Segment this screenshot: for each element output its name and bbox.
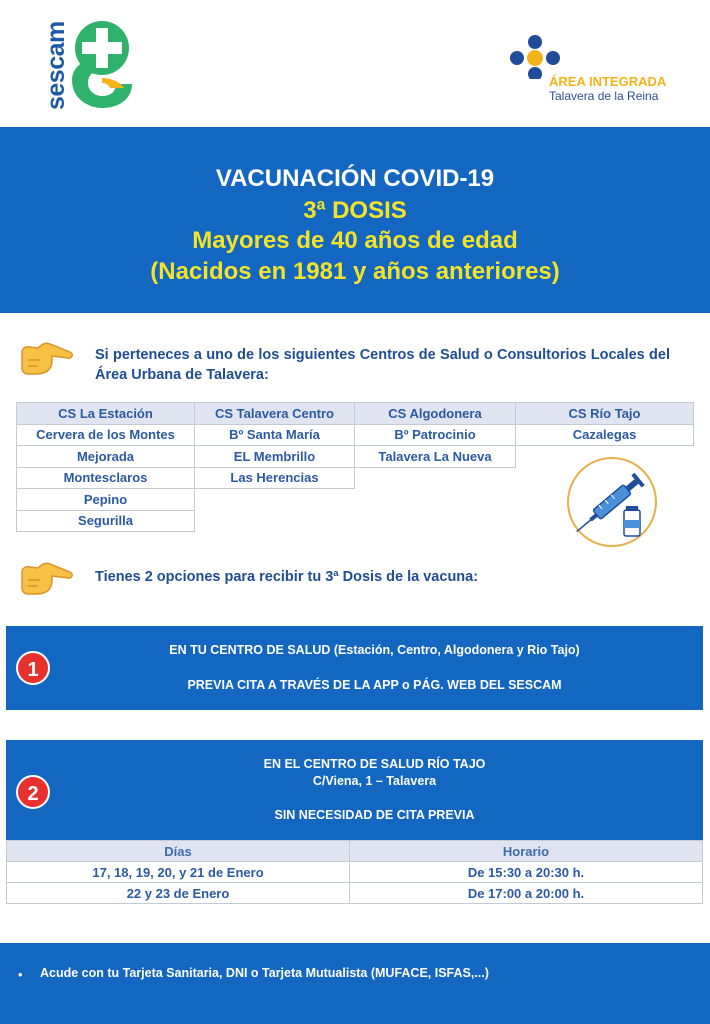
table-row bbox=[17, 403, 694, 425]
vaccine-syringe-icon bbox=[562, 452, 662, 552]
schedule-table bbox=[6, 840, 703, 904]
table-cell-empty bbox=[195, 510, 355, 532]
table-cell-empty bbox=[355, 467, 516, 489]
option-1-location: EN TU CENTRO DE SALUD (Estación, Centro, Algodonera y Rio Tajo) bbox=[169, 643, 580, 657]
table-cell: Segurilla bbox=[17, 510, 195, 532]
table-row bbox=[7, 841, 703, 862]
table-row bbox=[17, 424, 694, 446]
table-cell: Montesclaros bbox=[17, 467, 195, 489]
schedule-days: 17, 18, 19, 20, y 21 de Enero bbox=[7, 862, 350, 883]
banner-title: VACUNACIÓN COVID-19 bbox=[215, 165, 495, 192]
option-2-location: EN EL CENTRO DE SALUD RÍO TAJO bbox=[263, 757, 486, 771]
option-1-box bbox=[6, 626, 703, 710]
option-2-no-appointment: SIN NECESIDAD DE CITA PREVIA bbox=[274, 808, 475, 822]
table-cell: Bº Patrocinio bbox=[355, 424, 516, 446]
intro-text: Si perteneces a uno de los siguientes Centros de Salud o Consultorios Locales del Área Urbana de Talavera: bbox=[95, 347, 670, 383]
table-row bbox=[7, 862, 703, 883]
table-cell: Las Herencias bbox=[195, 467, 355, 489]
option-1-appointment: PREVIA CITA A TRAVÉS DE LA APP o PÁG. WEB DEL SESCAM bbox=[187, 678, 562, 692]
table-cell-empty bbox=[355, 489, 516, 511]
table-cell: Talavera La Nueva bbox=[355, 446, 516, 468]
center-header: CS Talavera Centro bbox=[195, 403, 355, 425]
schedule-hours: De 17:00 a 20:00 h. bbox=[350, 883, 703, 904]
option-number-badge: 1 bbox=[16, 651, 50, 685]
schedule-hours: De 15:30 a 20:30 h. bbox=[350, 862, 703, 883]
banner-dose: 3ª DOSIS bbox=[303, 197, 407, 224]
table-cell: Bº Santa María bbox=[195, 424, 355, 446]
schedule-header-hours: Horario bbox=[350, 841, 703, 862]
option-number-badge: 2 bbox=[16, 775, 50, 809]
table-cell: Cazalegas bbox=[516, 424, 694, 446]
title-banner bbox=[0, 127, 710, 313]
table-cell: EL Membrillo bbox=[195, 446, 355, 468]
sescam-wordmark: sescam bbox=[42, 21, 70, 110]
option-2-box bbox=[6, 740, 703, 840]
banner-age: Mayores de 40 años de edad bbox=[192, 227, 518, 254]
schedule-header-days: Días bbox=[7, 841, 350, 862]
center-header: CS La Estación bbox=[17, 403, 195, 425]
schedule-days: 22 y 23 de Enero bbox=[7, 883, 350, 904]
footer bbox=[0, 943, 710, 1024]
footer-note: Acude con tu Tarjeta Sanitaria, DNI o Tarjeta Mutualista (MUFACE, ISFAS,...) bbox=[40, 966, 489, 980]
table-cell: Cervera de los Montes bbox=[17, 424, 195, 446]
center-header: CS Río Tajo bbox=[516, 403, 694, 425]
table-cell-empty bbox=[355, 510, 516, 532]
center-header: CS Algodonera bbox=[355, 403, 516, 425]
area-integrada-logo bbox=[505, 34, 685, 109]
area-integrada-subtitle: Talavera de la Reina bbox=[549, 89, 659, 103]
option-2-address: C/Viena, 1 – Talavera bbox=[312, 774, 437, 788]
bullet: • bbox=[18, 967, 23, 982]
table-row bbox=[7, 883, 703, 904]
header bbox=[0, 0, 710, 127]
pointing-hand-icon bbox=[18, 338, 74, 378]
banner-born: (Nacidos en 1981 y años anteriores) bbox=[150, 258, 560, 285]
pointing-hand-icon bbox=[18, 558, 74, 598]
table-cell: Mejorada bbox=[17, 446, 195, 468]
table-cell-empty bbox=[195, 489, 355, 511]
area-integrada-title: ÁREA INTEGRADA bbox=[549, 74, 667, 89]
dots-cross-icon bbox=[505, 34, 565, 79]
options-intro-text: Tienes 2 opciones para recibir tu 3ª Dosis de la vacuna: bbox=[95, 569, 479, 585]
table-cell: Pepino bbox=[17, 489, 195, 511]
sescam-logo-icon bbox=[40, 18, 140, 113]
